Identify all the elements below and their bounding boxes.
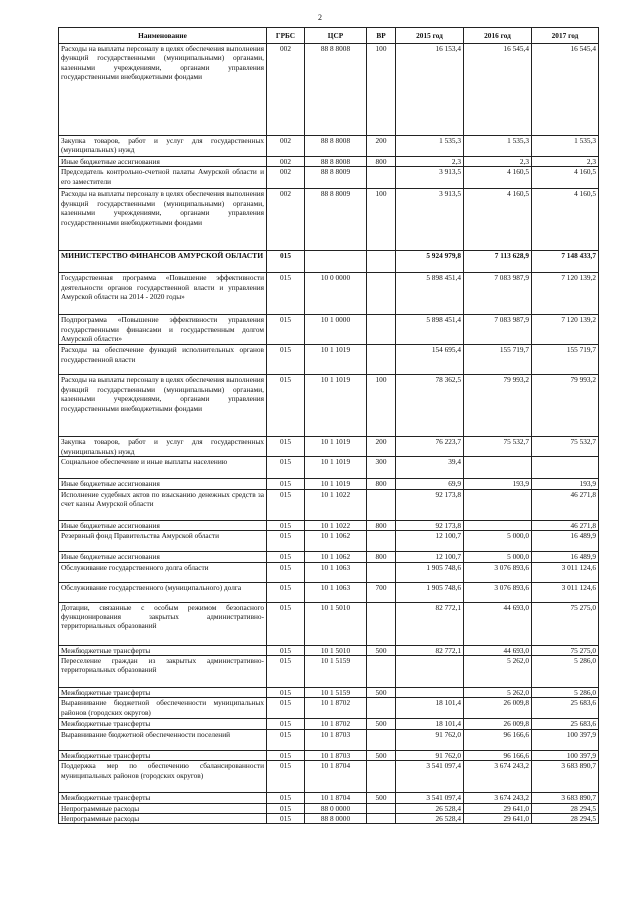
cell-2016: 3 674 243,2 xyxy=(464,793,532,803)
header-2016: 2016 год xyxy=(464,28,532,44)
cell-vr xyxy=(367,698,396,719)
cell-vr xyxy=(367,562,396,582)
cell-2015: 78 362,5 xyxy=(396,375,464,437)
header-2017: 2017 год xyxy=(532,28,599,44)
cell-name: Подпрограмма «Повышение эффективности управления государственными финансами и государственным долгом Амурской области» xyxy=(59,315,267,345)
cell-2017: 7 148 433,7 xyxy=(532,251,599,273)
cell-2015: 18 101,4 xyxy=(396,698,464,719)
cell-name: Государственная программа «Повышение эффективности деятельности органов государственной власти и управления Амурской области на 2014 - 2020 годы» xyxy=(59,273,267,315)
cell-2015: 1 905 748,6 xyxy=(396,582,464,602)
table-row xyxy=(59,345,599,375)
cell-csr: 10 1 5010 xyxy=(305,645,367,655)
table-row xyxy=(59,437,599,457)
cell-2017: 3 683 890,7 xyxy=(532,761,599,793)
cell-grbs: 002 xyxy=(267,167,305,189)
cell-2017: 4 160,5 xyxy=(532,189,599,251)
table-row xyxy=(59,273,599,315)
cell-vr: 500 xyxy=(367,688,396,698)
cell-2015: 3 541 097,4 xyxy=(396,761,464,793)
cell-2015 xyxy=(396,688,464,698)
cell-2017: 7 120 139,2 xyxy=(532,273,599,315)
cell-csr: 10 1 8703 xyxy=(305,750,367,760)
cell-2015: 82 772,1 xyxy=(396,645,464,655)
cell-csr: 10 1 1019 xyxy=(305,479,367,489)
cell-csr: 10 1 8702 xyxy=(305,719,367,729)
table-row xyxy=(59,645,599,655)
cell-csr: 10 1 1062 xyxy=(305,552,367,562)
cell-2015: 12 100,7 xyxy=(396,531,464,552)
cell-2015: 5 924 979,8 xyxy=(396,251,464,273)
cell-grbs: 002 xyxy=(267,136,305,157)
cell-name: Межбюджетные трансферты xyxy=(59,719,267,729)
cell-vr: 500 xyxy=(367,750,396,760)
cell-name: Иные бюджетные ассигнования xyxy=(59,479,267,489)
cell-vr xyxy=(367,167,396,189)
cell-2015: 154 695,4 xyxy=(396,345,464,375)
cell-grbs: 015 xyxy=(267,552,305,562)
table-row xyxy=(59,814,599,824)
cell-grbs: 015 xyxy=(267,729,305,750)
cell-grbs: 002 xyxy=(267,157,305,167)
cell-2017: 193,9 xyxy=(532,479,599,489)
cell-2017: 100 397,9 xyxy=(532,729,599,750)
cell-2016: 1 535,3 xyxy=(464,136,532,157)
cell-name: Расходы на выплаты персоналу в целях обеспечения выполнения функций государственными (муниципальными) органами, казенными учреждениями, органами управления государственными внебюджетными фондами xyxy=(59,375,267,437)
table-row xyxy=(59,562,599,582)
cell-2015: 1 535,3 xyxy=(396,136,464,157)
cell-name: Выравнивание бюджетной обеспеченности муниципальных районов (городских округов) xyxy=(59,698,267,719)
table-row xyxy=(59,656,599,688)
cell-2016: 3 076 893,6 xyxy=(464,562,532,582)
cell-2015: 91 762,0 xyxy=(396,729,464,750)
cell-2017: 46 271,8 xyxy=(532,489,599,520)
cell-name: Дотации, связанные с особым режимом безопасного функционирования закрытых административно-территориальных образований xyxy=(59,602,267,645)
cell-2016: 7 113 628,9 xyxy=(464,251,532,273)
cell-csr: 88 0 0000 xyxy=(305,803,367,813)
cell-2015: 26 528,4 xyxy=(396,803,464,813)
table-row xyxy=(59,761,599,793)
cell-2015: 3 541 097,4 xyxy=(396,793,464,803)
cell-vr xyxy=(367,761,396,793)
cell-csr: 10 1 8702 xyxy=(305,698,367,719)
cell-2015: 69,9 xyxy=(396,479,464,489)
table-row xyxy=(59,315,599,345)
cell-vr: 800 xyxy=(367,520,396,530)
cell-2015: 76 223,7 xyxy=(396,437,464,457)
cell-grbs: 015 xyxy=(267,489,305,520)
cell-2016: 96 166,6 xyxy=(464,729,532,750)
cell-2017: 5 286,0 xyxy=(532,656,599,688)
cell-name: Поддержка мер по обеспечению сбалансированности муниципальных районов (городских округов) xyxy=(59,761,267,793)
cell-2016: 79 993,2 xyxy=(464,375,532,437)
cell-2017: 1 535,3 xyxy=(532,136,599,157)
table-row xyxy=(59,251,599,273)
cell-grbs: 015 xyxy=(267,457,305,479)
cell-vr: 200 xyxy=(367,437,396,457)
table-row xyxy=(59,803,599,813)
table-row xyxy=(59,719,599,729)
cell-grbs: 015 xyxy=(267,803,305,813)
cell-csr: 10 1 8703 xyxy=(305,729,367,750)
cell-csr: 10 1 1062 xyxy=(305,531,367,552)
cell-2016: 3 674 243,2 xyxy=(464,761,532,793)
cell-2016: 4 160,5 xyxy=(464,189,532,251)
cell-2017: 75 275,0 xyxy=(532,602,599,645)
cell-2015: 3 913,5 xyxy=(396,189,464,251)
table-row xyxy=(59,750,599,760)
cell-name: Обслуживание государственного долга области xyxy=(59,562,267,582)
cell-2015 xyxy=(396,656,464,688)
cell-2017: 16 489,9 xyxy=(532,552,599,562)
cell-grbs: 015 xyxy=(267,688,305,698)
cell-grbs: 015 xyxy=(267,719,305,729)
cell-csr: 88 8 8009 xyxy=(305,189,367,251)
cell-2015: 39,4 xyxy=(396,457,464,479)
cell-name: Межбюджетные трансферты xyxy=(59,750,267,760)
cell-csr xyxy=(305,251,367,273)
cell-csr: 10 1 5010 xyxy=(305,602,367,645)
header-grbs: ГРБС xyxy=(267,28,305,44)
cell-vr: 500 xyxy=(367,645,396,655)
cell-name: Председатель контрольно-счетной палаты Амурской области и его заместители xyxy=(59,167,267,189)
cell-2017: 5 286,0 xyxy=(532,688,599,698)
cell-2017: 2,3 xyxy=(532,157,599,167)
cell-2017: 3 011 124,6 xyxy=(532,562,599,582)
cell-2016: 16 545,4 xyxy=(464,44,532,136)
cell-2016: 26 009,8 xyxy=(464,719,532,729)
cell-name: Непрограммные расходы xyxy=(59,814,267,824)
cell-vr xyxy=(367,814,396,824)
cell-vr: 100 xyxy=(367,44,396,136)
cell-2017: 25 683,6 xyxy=(532,698,599,719)
cell-2016: 44 693,0 xyxy=(464,645,532,655)
cell-2016: 5 262,0 xyxy=(464,688,532,698)
table-header-row xyxy=(59,28,599,44)
cell-2017: 75 532,7 xyxy=(532,437,599,457)
cell-name: Исполнение судебных актов по взысканию денежных средств за счет казны Амурской области xyxy=(59,489,267,520)
cell-2015: 5 898 451,4 xyxy=(396,315,464,345)
table-row xyxy=(59,688,599,698)
cell-2016: 193,9 xyxy=(464,479,532,489)
cell-name: Расходы на обеспечение функций исполнительных органов государственной власти xyxy=(59,345,267,375)
cell-grbs: 015 xyxy=(267,645,305,655)
cell-2015: 2,3 xyxy=(396,157,464,167)
cell-csr: 10 0 0000 xyxy=(305,273,367,315)
cell-2015: 26 528,4 xyxy=(396,814,464,824)
table-row xyxy=(59,698,599,719)
cell-2016: 5 262,0 xyxy=(464,656,532,688)
table-row xyxy=(59,489,599,520)
cell-grbs: 015 xyxy=(267,251,305,273)
cell-2017: 4 160,5 xyxy=(532,167,599,189)
cell-vr: 800 xyxy=(367,552,396,562)
header-csr: ЦСР xyxy=(305,28,367,44)
cell-name: Межбюджетные трансферты xyxy=(59,688,267,698)
cell-csr: 10 1 1063 xyxy=(305,562,367,582)
cell-2016: 26 009,8 xyxy=(464,698,532,719)
cell-2017: 16 545,4 xyxy=(532,44,599,136)
cell-vr xyxy=(367,315,396,345)
cell-2015: 18 101,4 xyxy=(396,719,464,729)
cell-csr: 10 1 8704 xyxy=(305,793,367,803)
cell-2016: 96 166,6 xyxy=(464,750,532,760)
cell-name: Социальное обеспечение и иные выплаты населению xyxy=(59,457,267,479)
cell-name: Иные бюджетные ассигнования xyxy=(59,552,267,562)
cell-2017: 100 397,9 xyxy=(532,750,599,760)
cell-vr: 100 xyxy=(367,189,396,251)
cell-2016: 2,3 xyxy=(464,157,532,167)
cell-2015: 91 762,0 xyxy=(396,750,464,760)
cell-grbs: 015 xyxy=(267,479,305,489)
cell-csr: 10 1 1019 xyxy=(305,345,367,375)
cell-vr: 800 xyxy=(367,479,396,489)
cell-grbs: 015 xyxy=(267,315,305,345)
budget-table xyxy=(58,27,599,824)
cell-vr xyxy=(367,345,396,375)
cell-2017: 7 120 139,2 xyxy=(532,315,599,345)
cell-vr xyxy=(367,531,396,552)
cell-name: Закупка товаров, работ и услуг для государственных (муниципальных) нужд xyxy=(59,136,267,157)
cell-2017: 3 011 124,6 xyxy=(532,582,599,602)
cell-csr: 88 8 8009 xyxy=(305,167,367,189)
cell-csr: 10 1 1019 xyxy=(305,375,367,437)
cell-name: Иные бюджетные ассигнования xyxy=(59,520,267,530)
cell-2016: 75 532,7 xyxy=(464,437,532,457)
cell-2017: 25 683,6 xyxy=(532,719,599,729)
cell-grbs: 002 xyxy=(267,44,305,136)
cell-vr xyxy=(367,602,396,645)
table-row xyxy=(59,157,599,167)
cell-2016: 5 000,0 xyxy=(464,531,532,552)
cell-name: Закупка товаров, работ и услуг для государственных (муниципальных) нужд xyxy=(59,437,267,457)
cell-2015: 5 898 451,4 xyxy=(396,273,464,315)
cell-name: Расходы на выплаты персоналу в целях обеспечения выполнения функций государственными (муниципальными) органами, казенными учреждениями, органами управления государственными внебюджетными фондами xyxy=(59,189,267,251)
cell-2016 xyxy=(464,489,532,520)
table-row xyxy=(59,520,599,530)
cell-grbs: 015 xyxy=(267,602,305,645)
table-row xyxy=(59,457,599,479)
table-row xyxy=(59,167,599,189)
cell-grbs: 015 xyxy=(267,793,305,803)
cell-name: Непрограммные расходы xyxy=(59,803,267,813)
cell-2017: 16 489,9 xyxy=(532,531,599,552)
cell-vr xyxy=(367,273,396,315)
cell-name: Выравнивание бюджетной обеспеченности поселений xyxy=(59,729,267,750)
cell-2017: 28 294,5 xyxy=(532,803,599,813)
table-row xyxy=(59,375,599,437)
cell-vr xyxy=(367,729,396,750)
cell-vr xyxy=(367,251,396,273)
cell-vr: 200 xyxy=(367,136,396,157)
cell-vr xyxy=(367,489,396,520)
cell-grbs: 015 xyxy=(267,814,305,824)
cell-2015: 12 100,7 xyxy=(396,552,464,562)
table-row xyxy=(59,729,599,750)
cell-grbs: 015 xyxy=(267,750,305,760)
cell-2017: 155 719,7 xyxy=(532,345,599,375)
cell-name: Межбюджетные трансферты xyxy=(59,645,267,655)
cell-2016: 29 641,0 xyxy=(464,814,532,824)
cell-name: Резервный фонд Правительства Амурской области xyxy=(59,531,267,552)
table-row xyxy=(59,136,599,157)
cell-csr: 88 8 8008 xyxy=(305,136,367,157)
cell-grbs: 015 xyxy=(267,531,305,552)
page-number: 2 xyxy=(318,13,322,22)
header-vr: ВР xyxy=(367,28,396,44)
cell-name: Переселение граждан из закрытых административно-территориальных образований xyxy=(59,656,267,688)
table-row xyxy=(59,582,599,602)
cell-csr: 10 1 1063 xyxy=(305,582,367,602)
table-row xyxy=(59,602,599,645)
cell-vr: 100 xyxy=(367,375,396,437)
cell-grbs: 015 xyxy=(267,562,305,582)
cell-2016: 29 641,0 xyxy=(464,803,532,813)
cell-vr: 500 xyxy=(367,719,396,729)
header-2015: 2015 год xyxy=(396,28,464,44)
cell-csr: 88 8 8008 xyxy=(305,157,367,167)
cell-csr: 88 8 8008 xyxy=(305,44,367,136)
cell-vr xyxy=(367,656,396,688)
table-row xyxy=(59,189,599,251)
cell-2015: 16 153,4 xyxy=(396,44,464,136)
cell-vr: 500 xyxy=(367,793,396,803)
cell-grbs: 015 xyxy=(267,761,305,793)
cell-2016: 155 719,7 xyxy=(464,345,532,375)
cell-2015: 82 772,1 xyxy=(396,602,464,645)
cell-grbs: 015 xyxy=(267,345,305,375)
cell-name: Расходы на выплаты персоналу в целях обеспечения выполнения функций государственными (муниципальными) органами, казенными учреждениями, органами управления государственными внебюджетными фондами xyxy=(59,44,267,136)
cell-name: Межбюджетные трансферты xyxy=(59,793,267,803)
cell-2016: 5 000,0 xyxy=(464,552,532,562)
cell-2016: 7 083 987,9 xyxy=(464,273,532,315)
cell-2015: 92 173,8 xyxy=(396,489,464,520)
cell-vr: 700 xyxy=(367,582,396,602)
cell-name: Иные бюджетные ассигнования xyxy=(59,157,267,167)
table-row xyxy=(59,531,599,552)
cell-2015: 92 173,8 xyxy=(396,520,464,530)
cell-csr: 10 1 0000 xyxy=(305,315,367,345)
cell-grbs: 002 xyxy=(267,189,305,251)
cell-2016: 3 076 893,6 xyxy=(464,582,532,602)
cell-2016 xyxy=(464,520,532,530)
cell-csr: 10 1 1019 xyxy=(305,457,367,479)
cell-grbs: 015 xyxy=(267,520,305,530)
cell-2016: 44 693,0 xyxy=(464,602,532,645)
cell-vr: 800 xyxy=(367,157,396,167)
table-row xyxy=(59,479,599,489)
cell-csr: 10 1 1019 xyxy=(305,437,367,457)
table-row xyxy=(59,793,599,803)
cell-2016: 4 160,5 xyxy=(464,167,532,189)
cell-csr: 10 1 1022 xyxy=(305,489,367,520)
cell-grbs: 015 xyxy=(267,437,305,457)
cell-grbs: 015 xyxy=(267,375,305,437)
cell-2015: 1 905 748,6 xyxy=(396,562,464,582)
cell-grbs: 015 xyxy=(267,582,305,602)
cell-vr: 300 xyxy=(367,457,396,479)
cell-name: Обслуживание государственного (муниципального) долга xyxy=(59,582,267,602)
cell-csr: 10 1 1022 xyxy=(305,520,367,530)
cell-2017: 46 271,8 xyxy=(532,520,599,530)
cell-name: МИНИСТЕРСТВО ФИНАНСОВ АМУРСКОЙ ОБЛАСТИ xyxy=(59,251,267,273)
cell-grbs: 015 xyxy=(267,698,305,719)
cell-csr: 88 8 0000 xyxy=(305,814,367,824)
header-name: Наименование xyxy=(59,28,267,44)
cell-2016 xyxy=(464,457,532,479)
table-row xyxy=(59,44,599,136)
cell-grbs: 015 xyxy=(267,656,305,688)
cell-2017: 79 993,2 xyxy=(532,375,599,437)
table-row xyxy=(59,552,599,562)
cell-2017: 3 683 890,7 xyxy=(532,793,599,803)
cell-2015: 3 913,5 xyxy=(396,167,464,189)
cell-2017 xyxy=(532,457,599,479)
cell-csr: 10 1 5159 xyxy=(305,656,367,688)
cell-grbs: 015 xyxy=(267,273,305,315)
cell-csr: 10 1 8704 xyxy=(305,761,367,793)
cell-2016: 7 083 987,9 xyxy=(464,315,532,345)
cell-vr xyxy=(367,803,396,813)
cell-csr: 10 1 5159 xyxy=(305,688,367,698)
cell-2017: 28 294,5 xyxy=(532,814,599,824)
cell-2017: 75 275,0 xyxy=(532,645,599,655)
